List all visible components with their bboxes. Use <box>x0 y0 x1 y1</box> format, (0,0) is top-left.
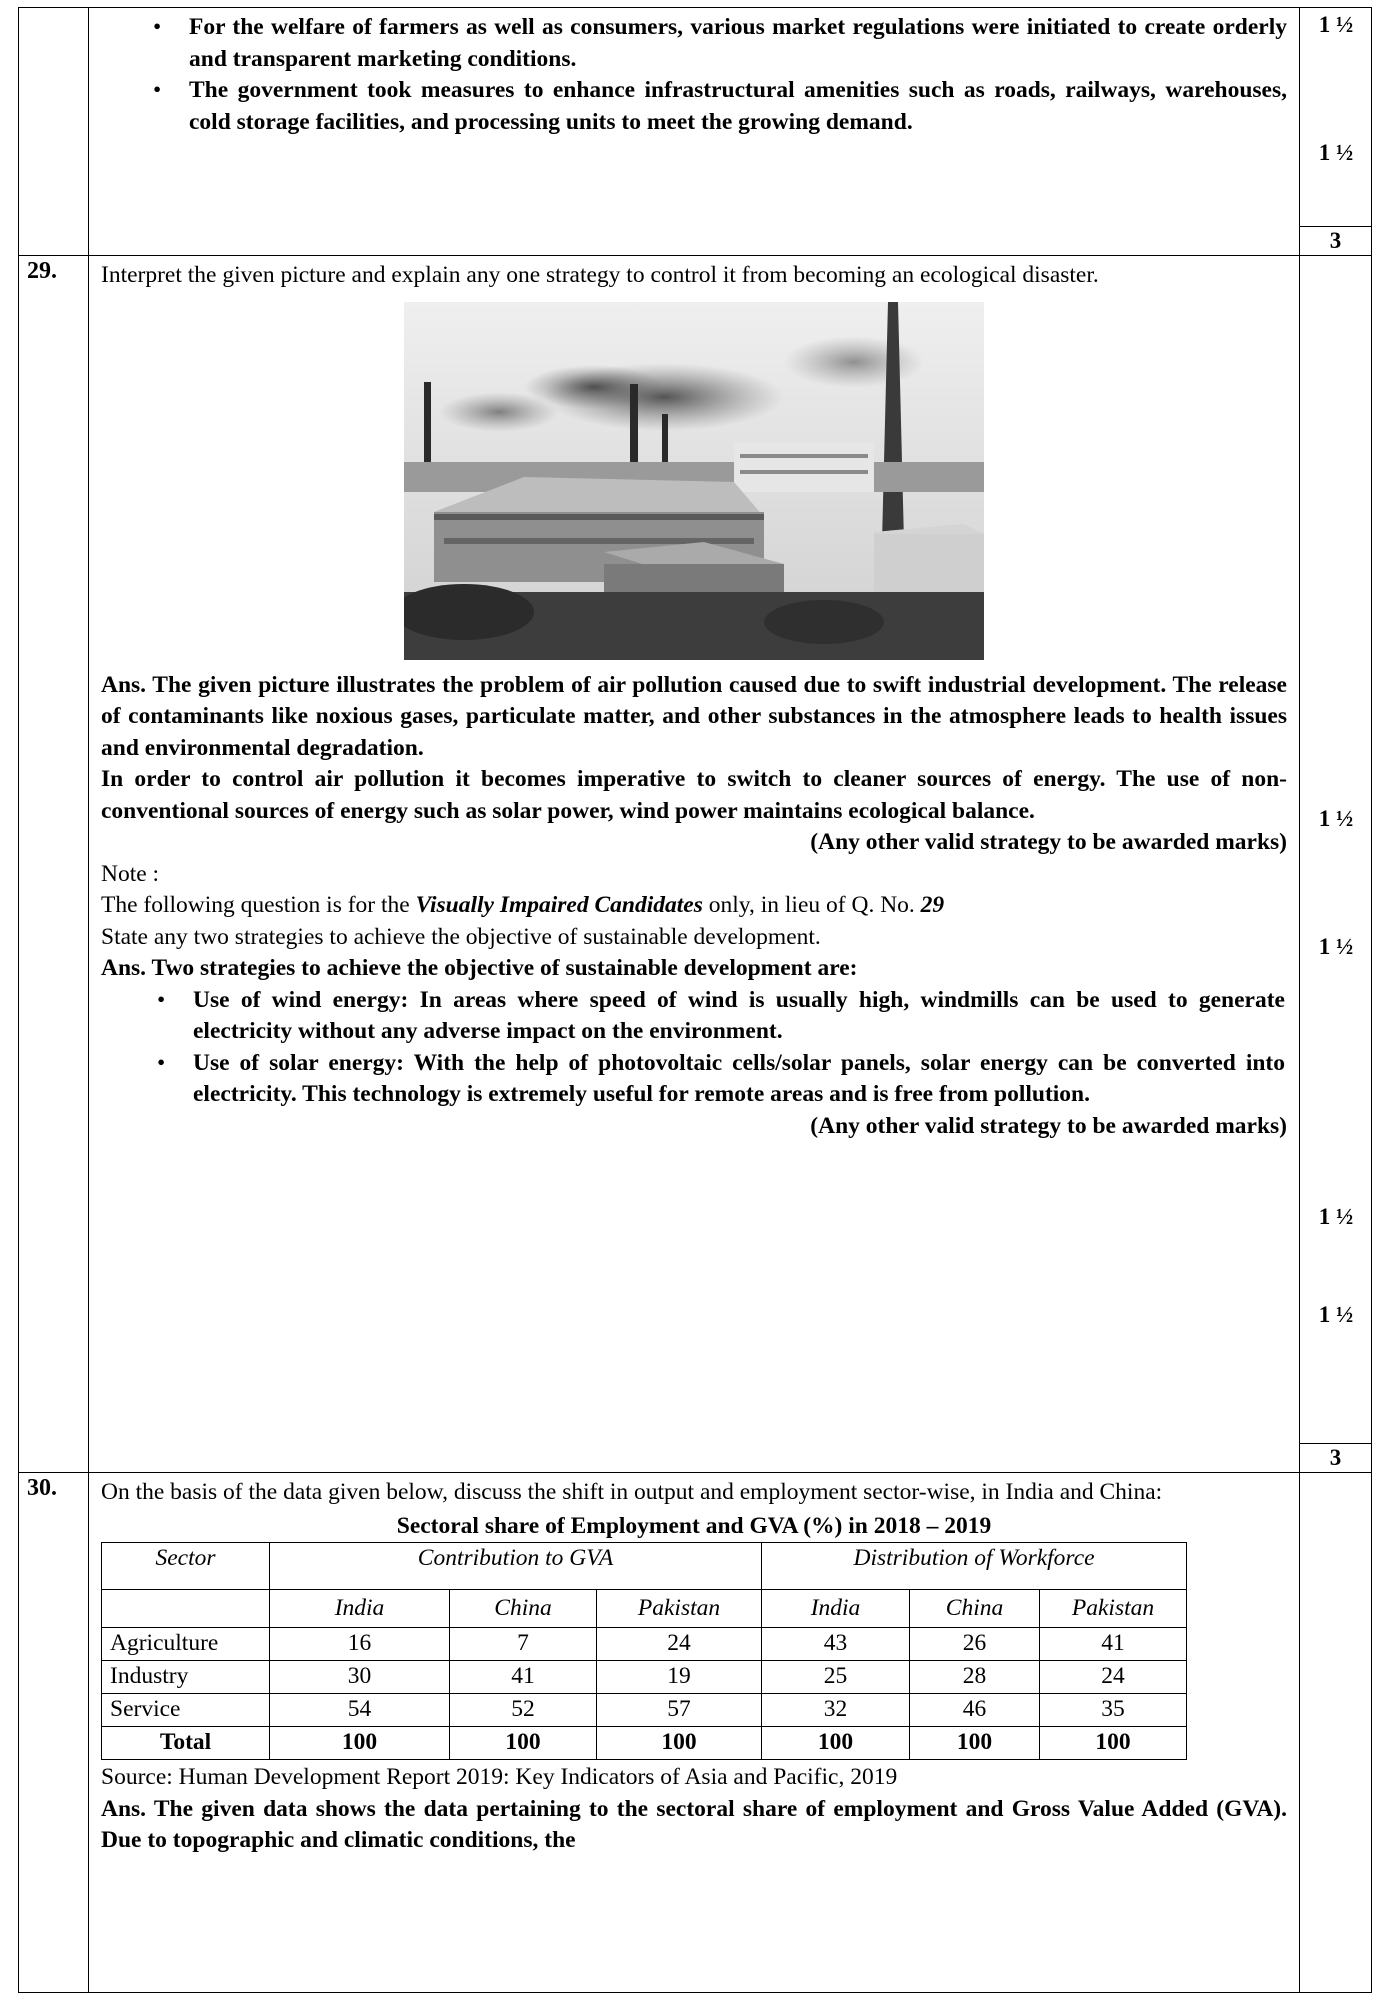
table-cell: 57 <box>597 1694 762 1727</box>
top-answer-cell <box>89 8 1300 256</box>
table-cell: 35 <box>1040 1694 1187 1727</box>
column-header-gva: Contribution to GVA <box>270 1543 762 1590</box>
row-label: Service <box>102 1694 270 1727</box>
table-cell: 100 <box>1040 1727 1187 1760</box>
mark-value: 1 ½ <box>1318 140 1354 165</box>
note-text-part: only, in lieu of Q. No. <box>702 892 921 918</box>
table-header-row <box>102 1543 1187 1590</box>
answer-paragraph: In order to control air pollution it becomes imperative to switch to cleaner sources of energy. The use of non-conventional sources of energy such as solar power, wind power maintains ecological balance. <box>101 766 1287 824</box>
q29-marks-cell <box>1300 256 1372 1473</box>
table-row <box>102 1628 1187 1661</box>
row-label: Total <box>102 1727 270 1760</box>
row-label: Agriculture <box>102 1628 270 1661</box>
table-cell: 52 <box>450 1694 597 1727</box>
table-row <box>102 1694 1187 1727</box>
row-label: Industry <box>102 1661 270 1694</box>
vi-bullet: • Use of wind energy: In areas where speed of wind is usually high, windmills can be used to generate electricity without any adverse impact on the environment. <box>193 985 1285 1048</box>
question-29-content <box>89 256 1300 1473</box>
mark-value: 1 ½ <box>1318 1302 1354 1327</box>
vi-bullet: • Use of solar energy: With the help of photovoltaic cells/solar panels, solar energy can be converted into electricity. This technology is extremely useful for remote areas and is free from pollution. <box>193 1048 1285 1111</box>
country-header: Pakistan <box>1040 1590 1187 1628</box>
q30-marks-cell <box>1300 1473 1372 1993</box>
column-header-sector: Sector <box>102 1543 270 1590</box>
table-cell: 100 <box>762 1727 910 1760</box>
table-cell: 46 <box>910 1694 1040 1727</box>
table-row <box>102 1661 1187 1694</box>
note-text <box>101 890 1287 922</box>
top-number-cell <box>19 8 89 256</box>
mark-value: 1 ½ <box>1318 12 1354 37</box>
note-emphasis: Visually Impaired Candidates <box>415 892 703 918</box>
question-30-row <box>19 1473 1372 1993</box>
table-cell: 100 <box>270 1727 450 1760</box>
table-cell: 32 <box>762 1694 910 1727</box>
table-cell: 30 <box>270 1661 450 1694</box>
mark-value: 1 ½ <box>1318 934 1354 959</box>
sectoral-share-table <box>101 1542 1187 1760</box>
table-cell: 16 <box>270 1628 450 1661</box>
empty-cell <box>102 1590 270 1628</box>
factory-illustration <box>404 302 984 660</box>
industrial-pollution-photo <box>404 302 984 660</box>
question-30-content <box>89 1473 1300 1993</box>
total-mark: 3 <box>1300 226 1371 255</box>
any-other-note: (Any other valid strategy to be awarded marks) <box>810 1112 1287 1139</box>
note-text-part: The following question is for the <box>101 892 416 918</box>
mark-value: 1 ½ <box>1318 1204 1354 1229</box>
answer-key-table <box>18 7 1372 1993</box>
answer-paragraph: Ans. The given picture illustrates the problem of air pollution caused due to swift industrial development. The release of contaminants like noxious gases, particulate matter, and other substances in the atmosphere leads to health issues and environmental degradation. <box>101 671 1287 761</box>
source-text: Source: Human Development Report 2019: Key Indicators of Asia and Pacific, 2019 <box>101 1764 898 1790</box>
country-header: India <box>762 1590 910 1628</box>
top-marks-cell <box>1300 8 1372 256</box>
any-other-note: (Any other valid strategy to be awarded marks) <box>810 829 1287 855</box>
vi-question-text: State any two strategies to achieve the objective of sustainable development. <box>101 923 821 950</box>
note-label: Note : <box>101 860 160 887</box>
table-title: Sectoral share of Employment and GVA (%) in 2018 – 2019 <box>396 1512 992 1539</box>
top-bullet-list <box>101 12 1287 138</box>
column-header-workforce: Distribution of Workforce <box>762 1543 1187 1590</box>
table-cell: 7 <box>450 1628 597 1661</box>
table-cell: 24 <box>597 1628 762 1661</box>
top-bullet: • For the welfare of farmers as well as consumers, various market regulations were initiated to create orderly and transparent marketing conditions. <box>189 12 1287 75</box>
table-cell: 26 <box>910 1628 1040 1661</box>
table-cell: 24 <box>1040 1661 1187 1694</box>
table-cell: 19 <box>597 1661 762 1694</box>
answer-paragraph: Ans. The given data shows the data pertaining to the sectoral share of employment and Gross Value Added (GVA). Due to topographic and climatic conditions, the <box>101 1795 1287 1853</box>
mark-value: 1 ½ <box>1318 806 1354 831</box>
table-cell: 25 <box>762 1661 910 1694</box>
question-text: Interpret the given picture and explain any one strategy to control it from becoming an ecological disaster. <box>101 262 1099 288</box>
question-number: 29. <box>19 256 89 1473</box>
question-number: 30. <box>19 1473 89 1993</box>
table-cell: 41 <box>450 1661 597 1694</box>
country-header: India <box>270 1590 450 1628</box>
total-mark: 3 <box>1300 1443 1371 1472</box>
table-cell: 100 <box>450 1727 597 1760</box>
note-question-number: 29 <box>920 892 945 918</box>
vi-bullet-list <box>101 985 1287 1111</box>
table-cell: 43 <box>762 1628 910 1661</box>
table-country-row <box>102 1590 1187 1628</box>
question-29-row <box>19 256 1372 1473</box>
country-header: Pakistan <box>597 1590 762 1628</box>
table-cell: 100 <box>910 1727 1040 1760</box>
top-bullet: • The government took measures to enhance infrastructural amenities such as roads, railways, warehouses, cold storage facilities, and processing units to meet the growing demand. <box>189 75 1287 138</box>
table-cell: 54 <box>270 1694 450 1727</box>
table-cell: 100 <box>597 1727 762 1760</box>
vi-answer-intro: Ans. Two strategies to achieve the objective of sustainable development are: <box>101 955 858 981</box>
table-cell: 28 <box>910 1661 1040 1694</box>
top-answer-row <box>19 8 1372 256</box>
question-text: On the basis of the data given below, discuss the shift in output and employment sector-wise, in India and China: <box>101 1479 1163 1505</box>
table-cell: 41 <box>1040 1628 1187 1661</box>
table-total-row <box>102 1727 1187 1760</box>
country-header: China <box>450 1590 597 1628</box>
country-header: China <box>910 1590 1040 1628</box>
